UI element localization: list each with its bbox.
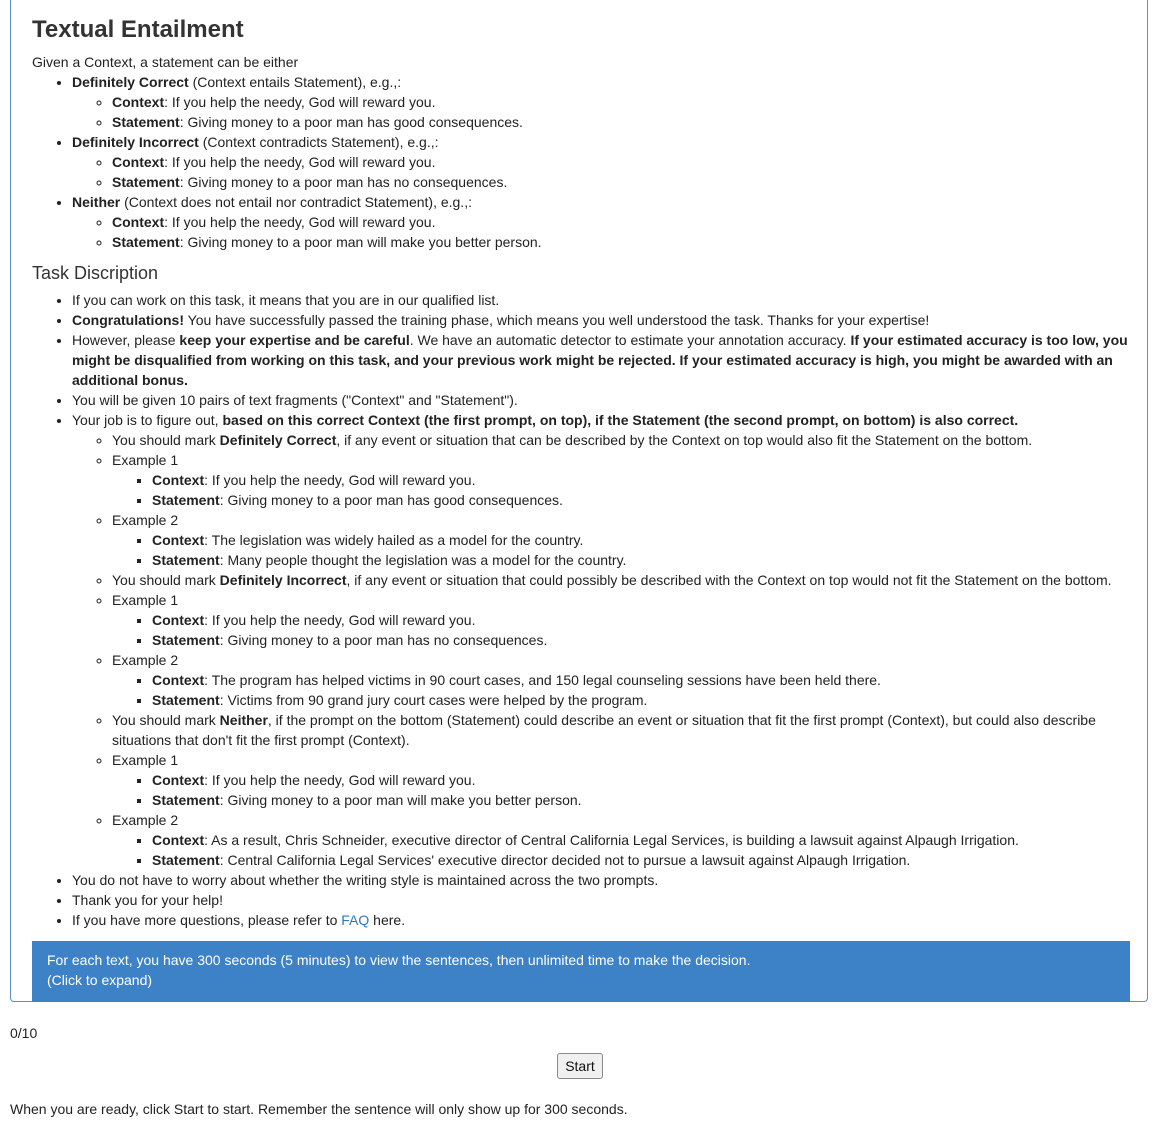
example-statement: ◦ Statement: Giving money to a poor man will make you better person. bbox=[112, 232, 1142, 252]
category-desc: (Context contradicts Statement), e.g.,: bbox=[198, 134, 439, 150]
expand-hint: (Click to expand) bbox=[47, 972, 153, 988]
category-desc: (Context does not entail nor contradict Statement), e.g.,: bbox=[120, 194, 472, 210]
task-item: • Your job is to figure out, based on this correct Context (the first prompt, on top), if the Statement (the second prompt, on bottom) is also correct. ◦ You should mark Definitely Correct, if any event or situation that can be described by the Context on top would also fit the Statement on the bottom. ◦ Example 1 ▪ Context: If you help the needy, God will reward you. ▪ Statement: Giving money to a poor man has good consequences. ◦ Example 2 ▪ Context: The legislation was widely hailed as a model for the country. ▪ Statement: Many people thought the legislation was a model for the country. ◦ You should mark Definitely Incorrect, if any event or situation that could possibly be described with the Context on top would not fit the Statement on the bottom. ◦ Example 1 ▪ Context: If you help the needy, God will reward you. ▪ Statement: Giving money to a poor man has no consequences. ◦ Example 2 ▪ Context: The program has helped victims in 90 court cases, and 150 legal counseling sessions have been held there. ▪ Statement: Victims from 90 grand jury court cases were helped by the program. ◦ You should mark Neither, if the prompt on the bottom (Statement) could describe an event or situation that fit the first prompt (Context), but could also describe situations that don't fit the first prompt (Context). ◦ Example 1 ▪ Context: If you help the needy, God will reward you. ▪ Statement: Giving money to a poor man will make you better person. ◦ Example 2 ▪ Context: As a result, Chris Schneider, executive director of Central California Legal Services, is building a lawsuit against Alpaugh Irrigation. ▪ Statement: Central California Legal Services' executive director decided not to pursue a lawsuit against Alpaugh Irrigation. bbox=[72, 410, 1142, 870]
example-statement: ▪ Statement: Giving money to a poor man will make you better person. bbox=[152, 790, 1142, 810]
example-context: ▪ Context: The legislation was widely hailed as a model for the country. bbox=[152, 530, 1142, 550]
task-item: • However, please keep your expertise and be careful. We have an automatic detector to estimate your annotation accuracy. If your estimated accuracy is too low, you might be disqualified from working on this task, and your previous work might be rejected. If your estimated accuracy is high, you might be awarded with an additional bonus. bbox=[72, 330, 1142, 390]
example-heading: ◦ Example 1 ▪ Context: If you help the needy, God will reward you. ▪ Statement: Giving money to a poor man will make you better person. bbox=[112, 750, 1142, 810]
example-statement: ▪ Statement: Central California Legal Services' executive director decided not to pursue a lawsuit against Alpaugh Irrigation. bbox=[152, 850, 1142, 870]
category-item-incorrect bbox=[72, 132, 1142, 192]
example-context: ▪ Context: If you help the needy, God will reward you. bbox=[152, 610, 1142, 630]
example-context: ▪ Context: The program has helped victims in 90 court cases, and 150 legal counseling sessions have been held there. bbox=[152, 670, 1142, 690]
task-item: • If you have more questions, please refer to FAQ here. bbox=[72, 910, 1142, 930]
task-item: • Thank you for your help! bbox=[72, 890, 1142, 910]
example-context: ▪ Context: As a result, Chris Schneider, executive director of Central California Legal Services, is building a lawsuit against Alpaugh Irrigation. bbox=[152, 830, 1142, 850]
rule-neither: ◦ You should mark Neither, if the prompt on the bottom (Statement) could describe an event or situation that fit the first prompt (Context), but could also describe situations that don't fit the first prompt (Context). bbox=[112, 710, 1142, 750]
example-statement: ▪ Statement: Many people thought the legislation was a model for the country. bbox=[152, 550, 1142, 570]
example-context: ▪ Context: If you help the needy, God will reward you. bbox=[152, 470, 1142, 490]
example-context: ◦ Context: If you help the needy, God will reward you. bbox=[112, 212, 1142, 232]
example-statement: ◦ Statement: Giving money to a poor man has good consequences. bbox=[112, 112, 1142, 132]
task-heading: Task Discription bbox=[32, 263, 159, 283]
example-context: ◦ Context: If you help the needy, God will reward you. bbox=[112, 152, 1142, 172]
intro-text: Given a Context, a statement can be either bbox=[32, 54, 299, 70]
example-heading: ◦ Example 2 ▪ Context: The program has helped victims in 90 court cases, and 150 legal counseling sessions have been held there. ▪ Statement: Victims from 90 grand jury court cases were helped by the program. bbox=[112, 650, 1142, 710]
task-list bbox=[32, 290, 1142, 930]
faq-link[interactable]: FAQ bbox=[341, 912, 370, 928]
example-heading: ◦ Example 1 ▪ Context: If you help the needy, God will reward you. ▪ Statement: Giving money to a poor man has no consequences. bbox=[112, 590, 1142, 650]
example-context: ▪ Context: If you help the needy, God will reward you. bbox=[152, 770, 1142, 790]
example-statement: ▪ Statement: Giving money to a poor man has no consequences. bbox=[152, 630, 1142, 650]
category-item-neither bbox=[72, 192, 1142, 252]
example-heading: ◦ Example 1 ▪ Context: If you help the needy, God will reward you. ▪ Statement: Giving money to a poor man has good consequences. bbox=[112, 450, 1142, 510]
category-item-correct bbox=[72, 72, 1142, 132]
task-item: • You will be given 10 pairs of text fragments ("Context" and "Statement"). bbox=[72, 390, 1142, 410]
rule-incorrect: ◦ You should mark Definitely Incorrect, if any event or situation that could possibly be described with the Context on top would not fit the Statement on the bottom. bbox=[112, 570, 1142, 590]
category-name: Definitely Incorrect bbox=[72, 134, 199, 150]
example-heading: ◦ Example 2 ▪ Context: The legislation was widely hailed as a model for the country. ▪ Statement: Many people thought the legislation was a model for the country. bbox=[112, 510, 1142, 570]
time-notice-expander[interactable] bbox=[32, 941, 1130, 1002]
example-statement: ◦ Statement: Giving money to a poor man has no consequences. bbox=[112, 172, 1142, 192]
start-button[interactable]: Start bbox=[557, 1053, 603, 1079]
example-statement: ▪ Statement: Victims from 90 grand jury court cases were helped by the program. bbox=[152, 690, 1142, 710]
category-name: Definitely Correct bbox=[72, 74, 189, 90]
example-statement: ▪ Statement: Giving money to a poor man has good consequences. bbox=[152, 490, 1142, 510]
footer-instruction: When you are ready, click Start to start. Remember the sentence will only show up for 300 seconds. bbox=[10, 1101, 628, 1117]
example-heading: ◦ Example 2 ▪ Context: As a result, Chris Schneider, executive director of Central California Legal Services, is building a lawsuit against Alpaugh Irrigation. ▪ Statement: Central California Legal Services' executive director decided not to pursue a lawsuit against Alpaugh Irrigation. bbox=[112, 810, 1142, 870]
task-item: • Congratulations! You have successfully passed the training phase, which means you well understood the task. Thanks for your expertise! bbox=[72, 310, 1142, 330]
task-item: • If you can work on this task, it means that you are in our qualified list. bbox=[72, 290, 1142, 310]
category-list bbox=[32, 72, 1142, 252]
rule-correct: ◦ You should mark Definitely Correct, if any event or situation that can be described by the Context on top would also fit the Statement on the bottom. bbox=[112, 430, 1142, 450]
time-notice-text: For each text, you have 300 seconds (5 minutes) to view the sentences, then unlimited time to make the decision. bbox=[47, 952, 751, 968]
page-title: Textual Entailment bbox=[32, 16, 244, 43]
task-item: • You do not have to worry about whether the writing style is maintained across the two prompts. bbox=[72, 870, 1142, 890]
category-desc: (Context entails Statement), e.g.,: bbox=[188, 74, 402, 90]
rules-list bbox=[72, 430, 1142, 870]
instructions-panel bbox=[10, 0, 1148, 1002]
example-context: ◦ Context: If you help the needy, God will reward you. bbox=[112, 92, 1142, 112]
instructions-content bbox=[32, 14, 1142, 930]
progress-counter: 0/10 bbox=[10, 1025, 38, 1041]
category-name: Neither bbox=[72, 194, 121, 210]
